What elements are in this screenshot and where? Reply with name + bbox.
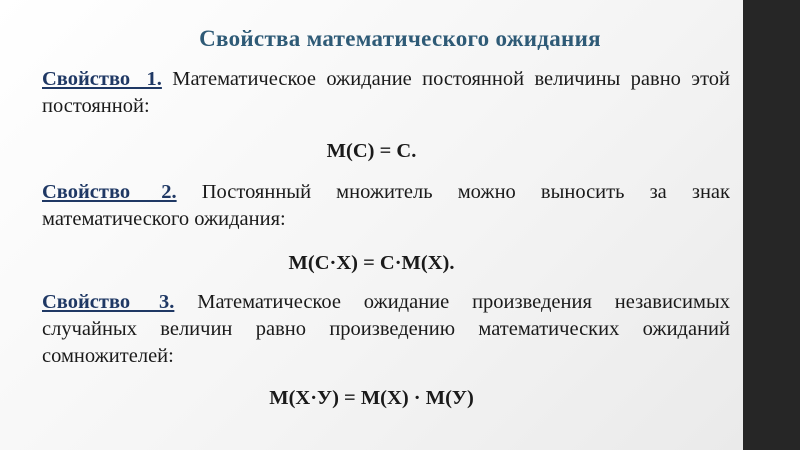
property-1-text: Математическое ожидание постоянной величины равно этой постоянной: xyxy=(42,68,730,117)
property-1-formula: M(C) = C. xyxy=(326,140,417,162)
property-1-label: Свойство 1. xyxy=(42,68,162,90)
property-3-formula: M(X·У) = M(X) · M(У) xyxy=(269,387,474,409)
property-1-paragraph xyxy=(42,66,730,120)
property-2-label: Свойство 2. xyxy=(42,181,177,203)
property-2-paragraph xyxy=(42,179,730,233)
right-sidebar-bar xyxy=(743,0,800,450)
property-3-text: Математическое ожидание произведения независимых случайных величин равно произведению математических ожиданий сомножителей: xyxy=(42,291,730,367)
slide-title: Свойства математического ожидания xyxy=(199,26,601,51)
property-3-paragraph xyxy=(42,289,730,370)
property-2-formula: M(C·X) = C·M(X). xyxy=(288,252,455,274)
property-2-text: Постоянный множитель можно выносить за знак математического ожидания: xyxy=(42,181,730,230)
property-3-label: Свойство 3. xyxy=(42,291,175,313)
